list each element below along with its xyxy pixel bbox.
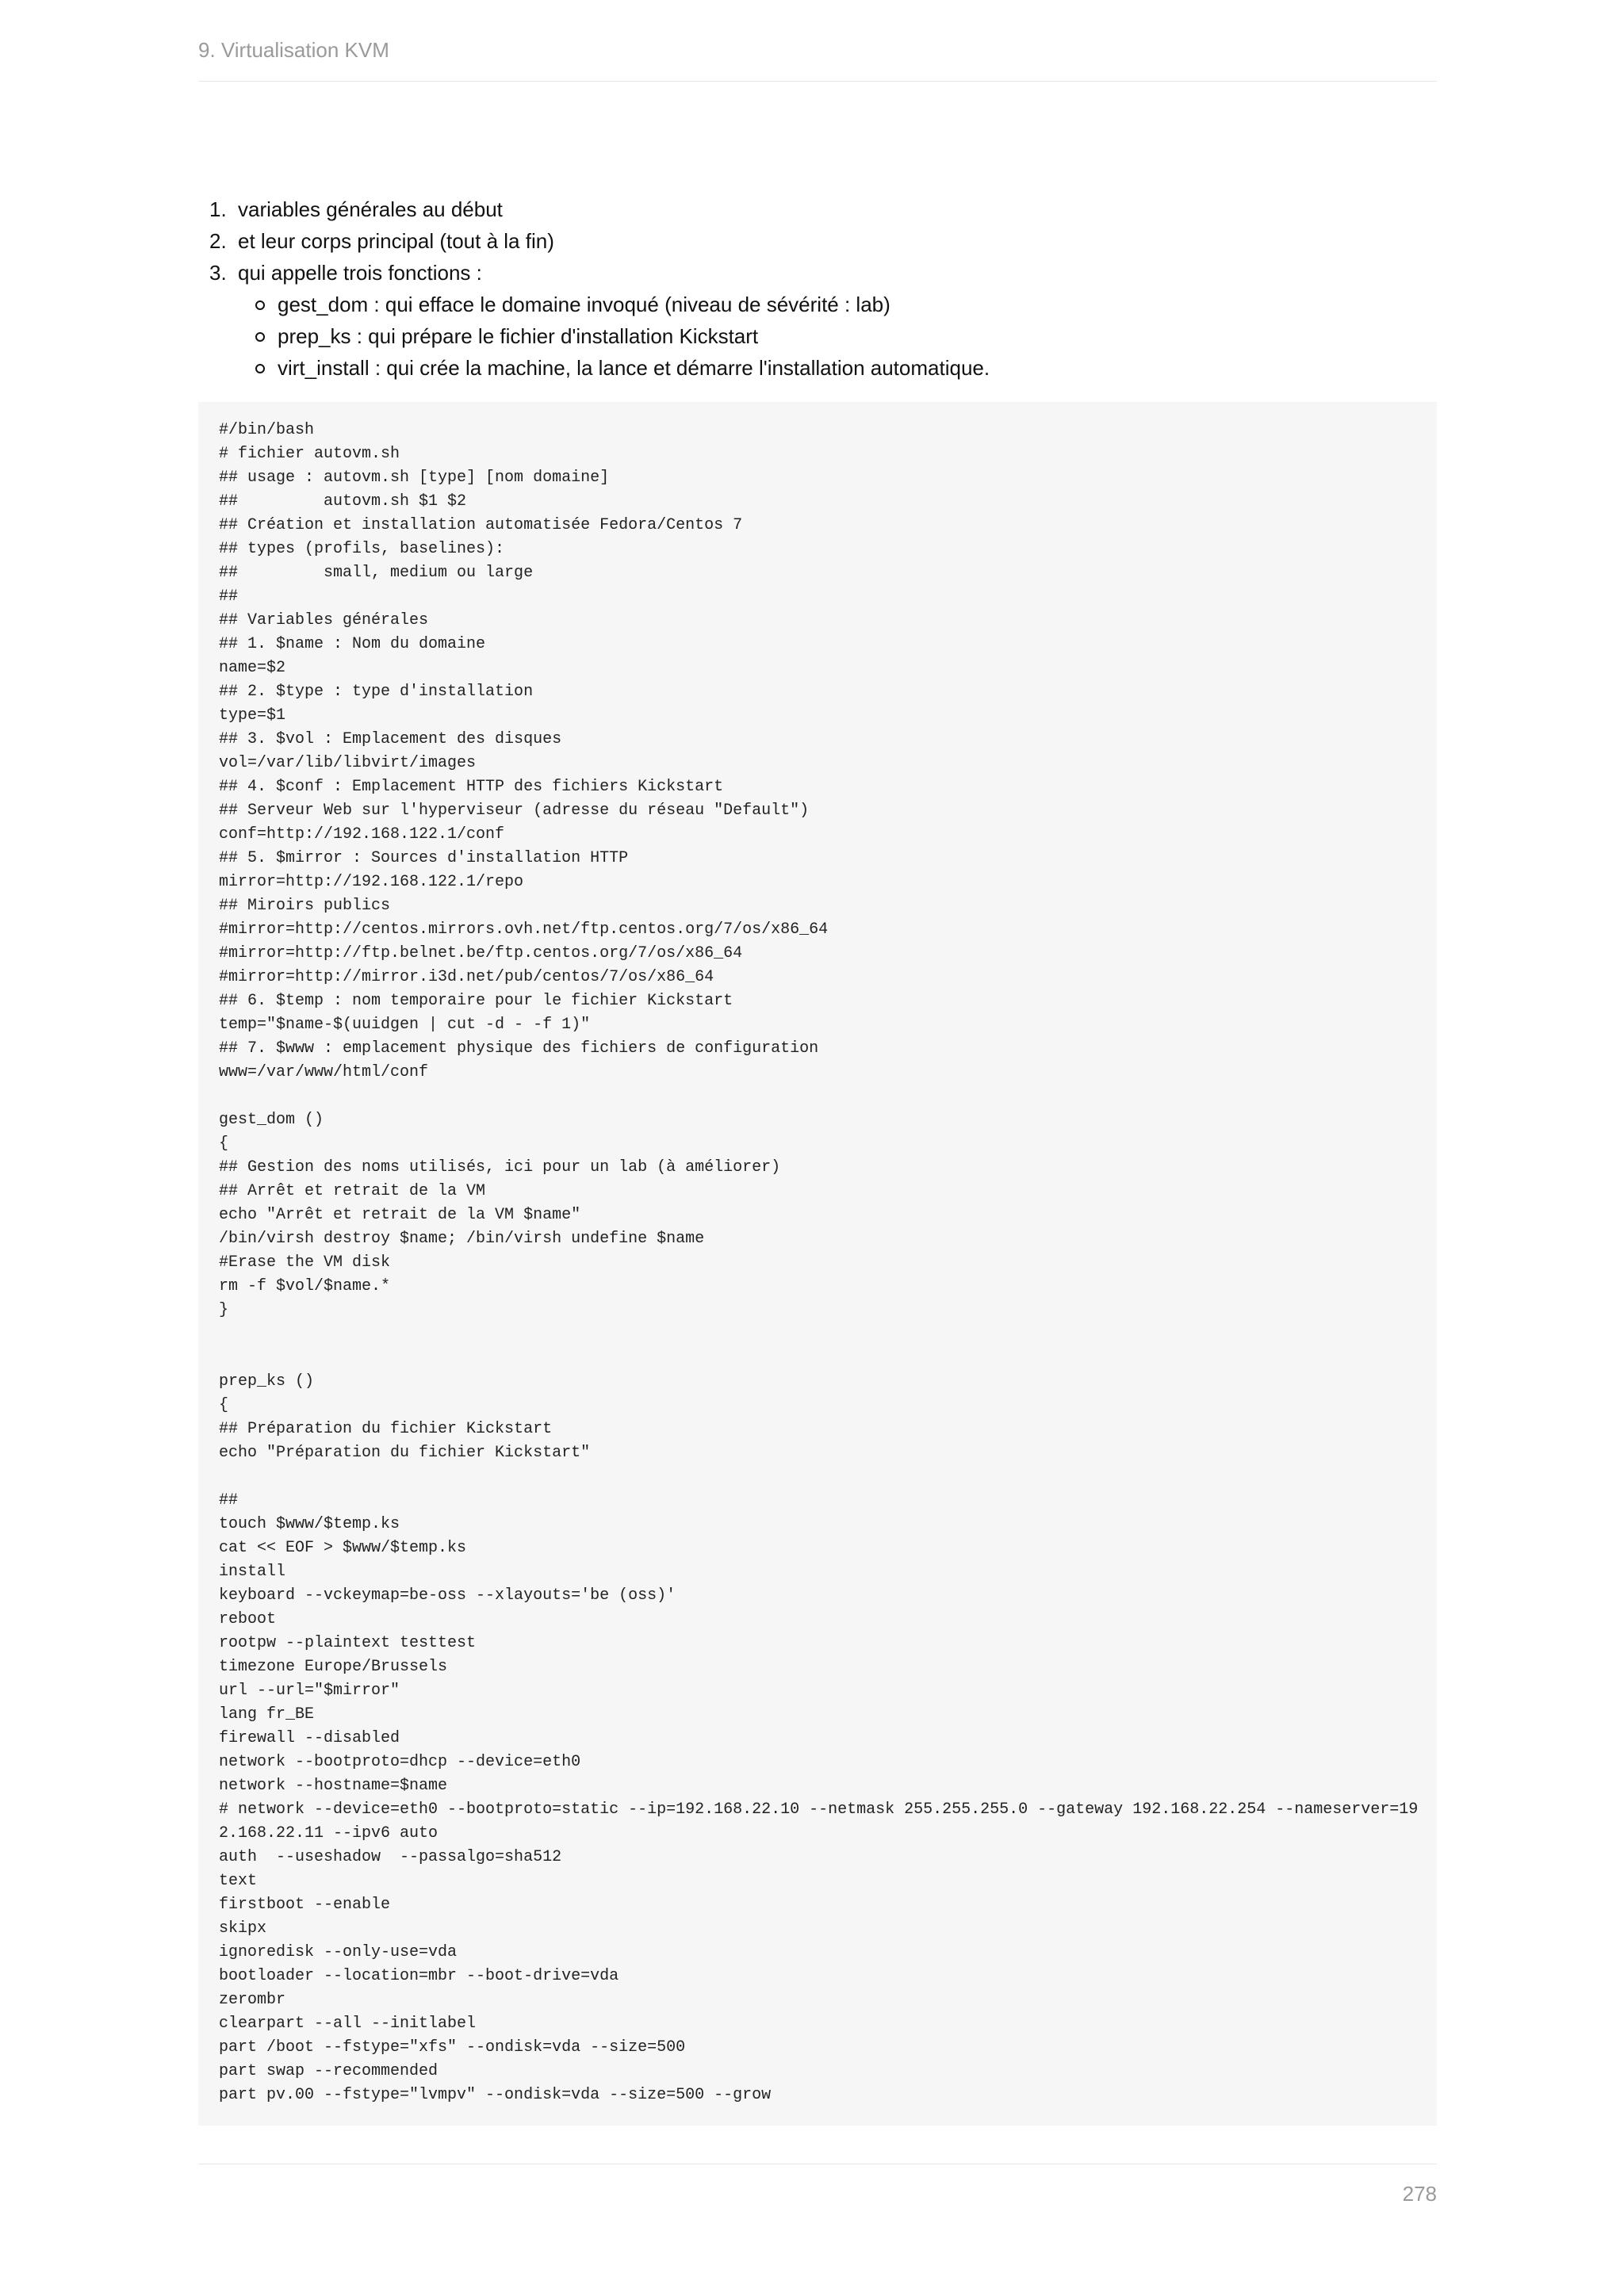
circle-bullet-icon (255, 364, 265, 373)
list-item-number: 3. (209, 261, 227, 285)
list-item (205, 193, 1426, 225)
function-list (238, 289, 1426, 384)
function-description: gest_dom : qui efface le domaine invoqué (niveau de sévérité : lab) (278, 293, 891, 316)
circle-bullet-icon (255, 300, 265, 310)
circle-bullet-icon (255, 332, 265, 342)
chapter-header: 9. Virtualisation KVM (198, 38, 389, 62)
code-block (198, 402, 1437, 2126)
list-item (205, 225, 1426, 257)
list-item-text: et leur corps principal (tout à la fin) (238, 229, 554, 253)
list-item-number: 2. (209, 229, 227, 253)
code-text: #/bin/bash # fichier autovm.sh ## usage : autovm.sh [type] [nom domaine] ## autovm.sh $1 $2 ## Création et installation automatisée Fedora/Centos 7 ## types (profils, baselines): ## small, medium ou large ## ## Variables générales ## 1. $name : Nom du domaine name=$2 ## 2. $type : type d'installation type=$1 ## 3. $vol : Emplacement des disques vol=/var/lib/libvirt/images ## 4. $conf : Emplacement HTTP des fichiers Kickstart ## Serveur Web sur l'hyperviseur (adresse du réseau "Default") conf=http://192.168.122.1/conf ## 5. $mirror : Sources d'installation HTTP mirror=http://192.168.122.1/repo ## Miroirs publics #mirror=http://centos.mirrors.ovh.net/ftp.centos.org/7/os/x86_64 #mirror=http://ftp.belnet.be/ftp.centos.org/7/os/x86_64 #mirror=http://mirror.i3d.net/pub/centos/7/os/x86_64 ## 6. $temp : nom temporaire pour le fichier Kickstart temp="$name-$(uuidgen | cut -d - -f 1)" ## 7. $www : emplacement physique des fichiers de configuration www=/var/www/html/conf gest_dom () { ## Gestion des noms utilisés, ici pour un lab (à améliorer) ## Arrêt et retrait de la VM echo "Arrêt et retrait de la VM $name" /bin/virsh destroy $name; /bin/virsh undefine $name #Erase the VM disk rm -f $vol/$name.* } prep_ks () { ## Préparation du fichier Kickstart echo "Préparation du fichier Kickstart" ## touch $www/$temp.ks cat << EOF > $www/$temp.ks install keyboard --vckeymap=be-oss --xlayouts='be (oss)' reboot rootpw --plaintext testtest timezone Europe/Brussels url --url="$mirror" lang fr_BE firewall --disabled network --bootproto=dhcp --device=eth0 network --hostname=$name # network --device=eth0 --bootproto=static --ip=192.168.22.10 --netmask 255.255.255.0 --gateway 192.168.22.254 --nameserver=19 2.168.22.11 --ipv6 auto auth --useshadow --passalgo=sha512 text firstboot --enable skipx ignoredisk --only-use=vda bootloader --location=mbr --boot-drive=vda zerombr clearpart --all --initlabel part /boot --fstype="xfs" --ondisk=vda --size=500 part swap --recommended part pv.00 --fstype="lvmpv" --ondisk=vda --size=500 --grow (219, 421, 1419, 2104)
function-list-item (238, 352, 1426, 384)
list-item-text: variables générales au début (238, 197, 503, 221)
function-description: prep_ks : qui prépare le fichier d'installation Kickstart (278, 324, 759, 348)
list-item-number: 1. (209, 197, 227, 221)
function-list-item (238, 320, 1426, 352)
list-item-text: qui appelle trois fonctions : (238, 261, 482, 285)
list-item (205, 257, 1426, 384)
header-divider (198, 81, 1437, 82)
function-description: virt_install : qui crée la machine, la lance et démarre l'installation automatique. (278, 356, 990, 380)
intro-list (205, 193, 1426, 384)
function-list-item (238, 289, 1426, 320)
page-number: 278 (1402, 2182, 1437, 2206)
